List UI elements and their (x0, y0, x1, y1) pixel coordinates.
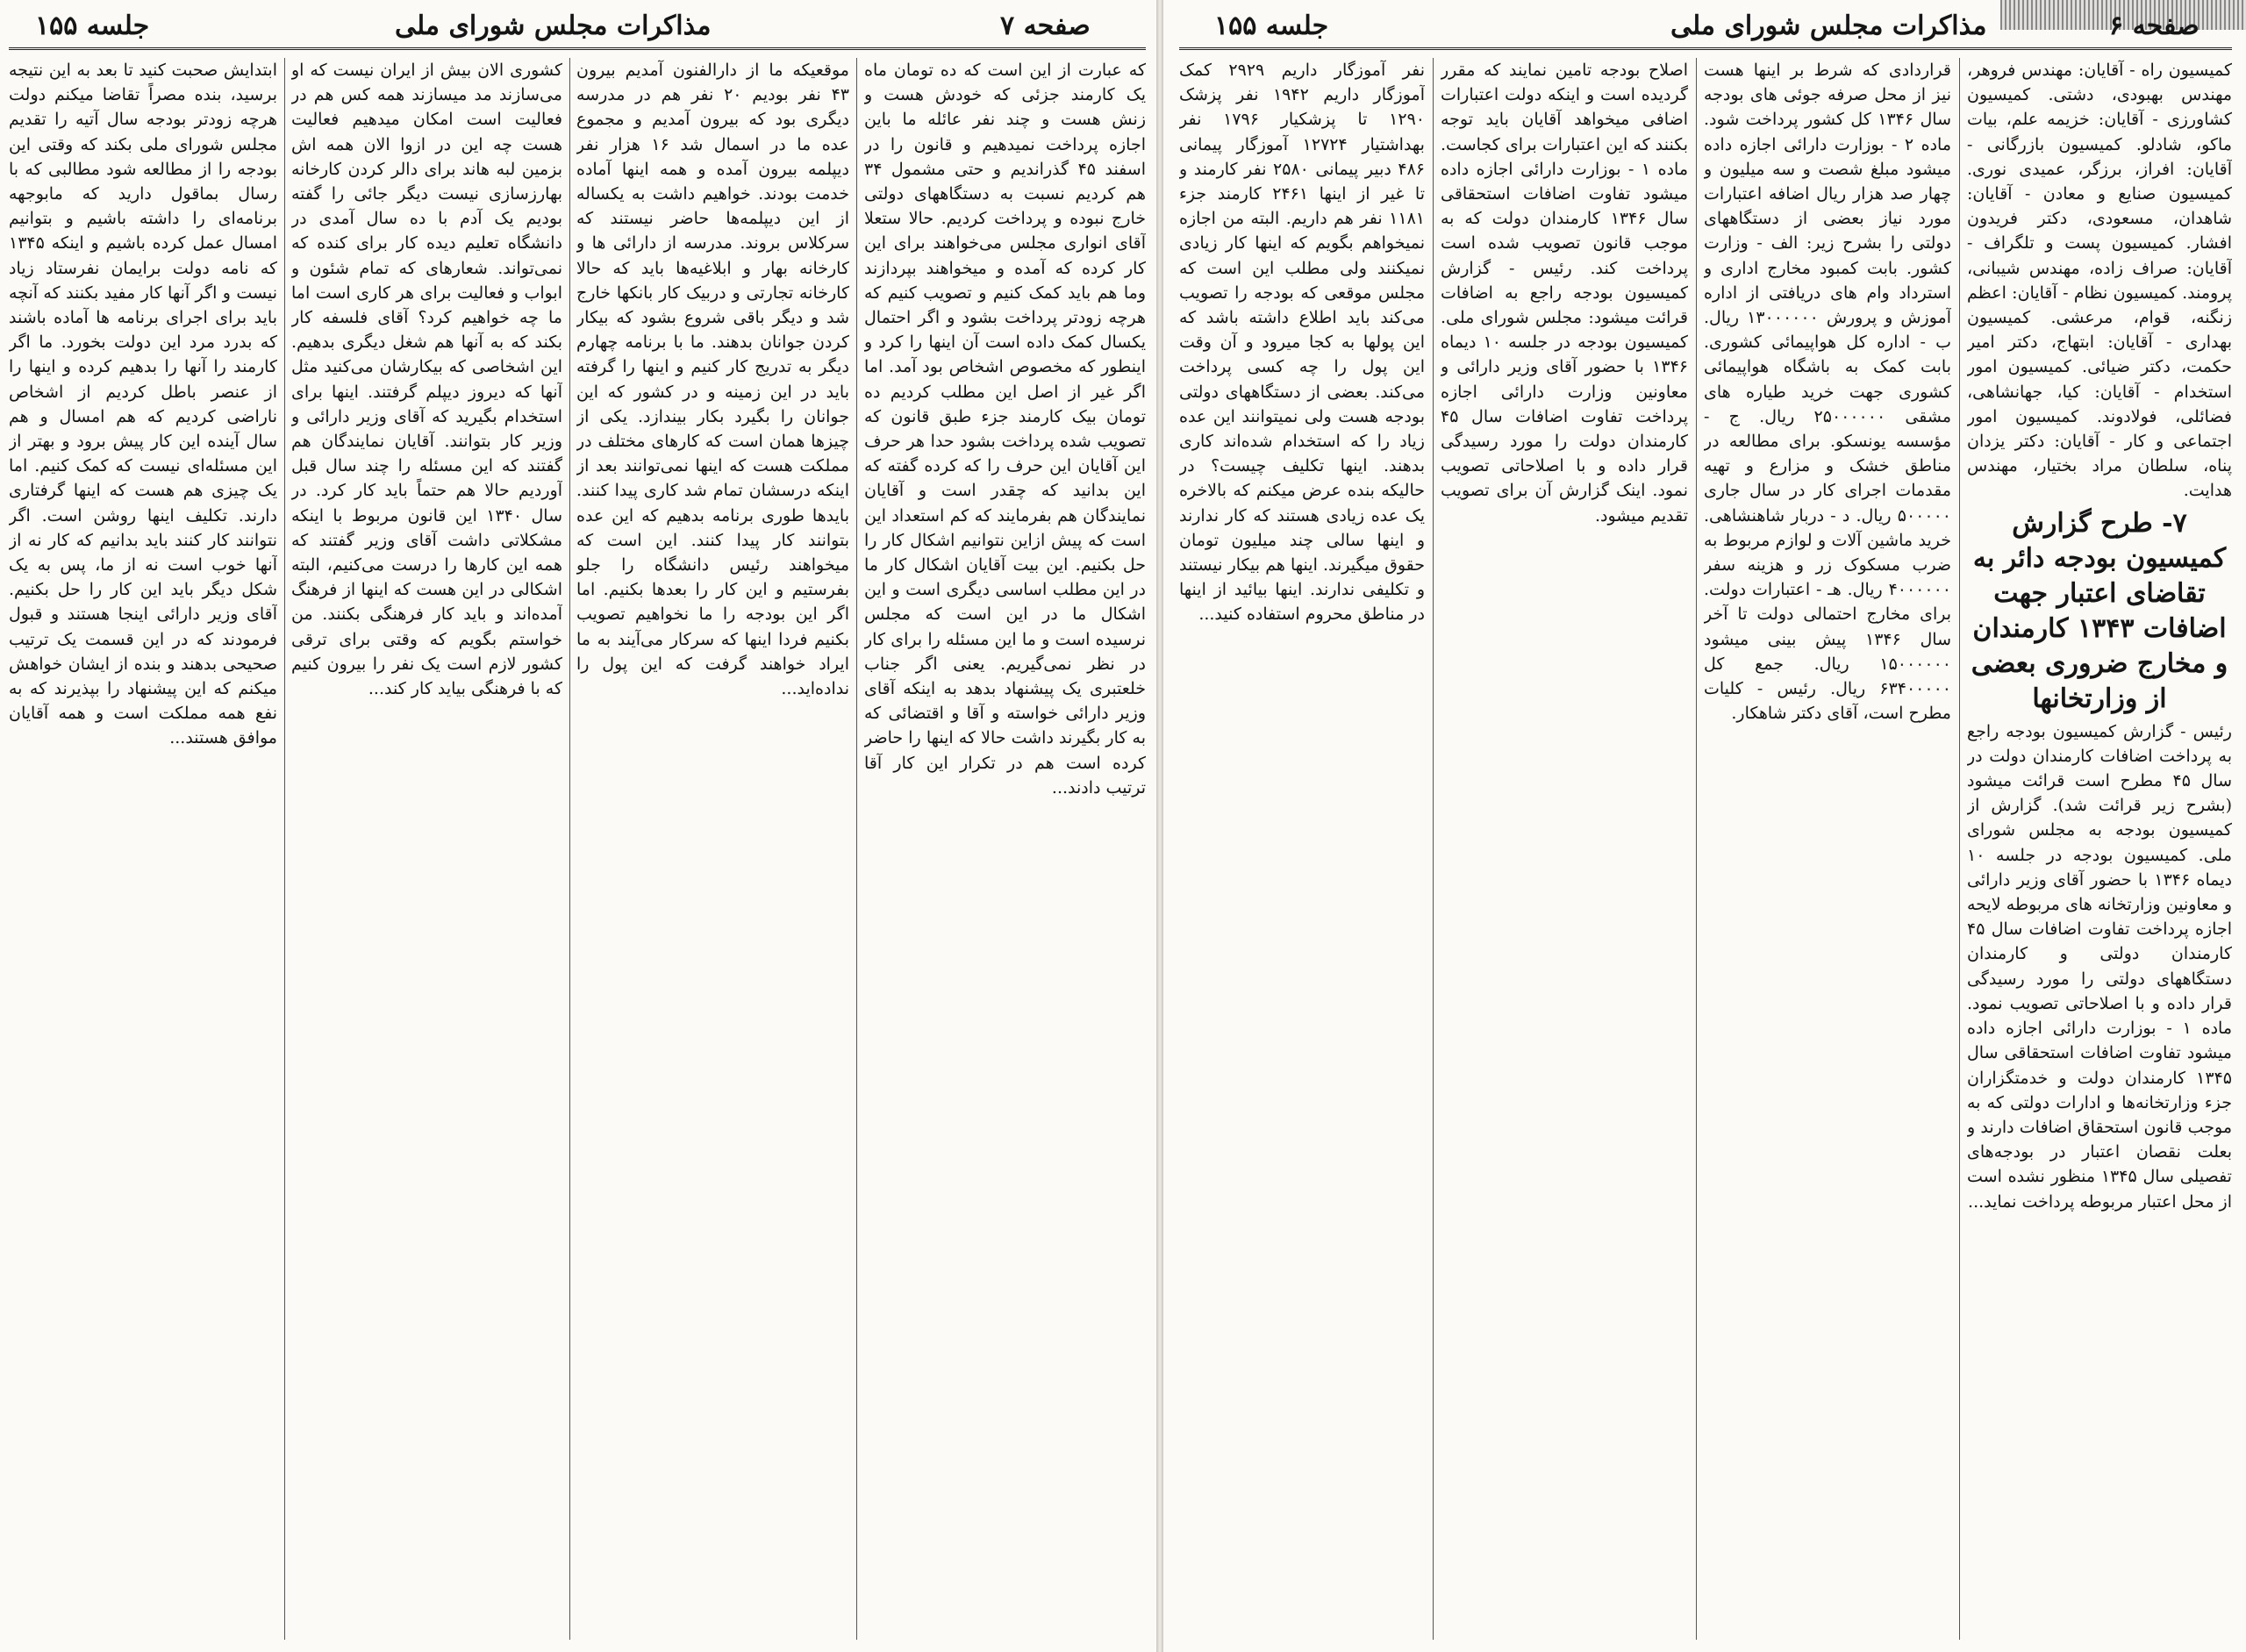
right-column-2 (1704, 58, 1951, 1640)
column-rule (1433, 58, 1434, 1640)
right-column-4 (1179, 58, 1425, 1640)
left-column-3 (291, 58, 562, 1640)
column-text: موقعیکه ما از دارالفنون آمدیم بیرون ۴۳ نفر بودیم ۲۰ نفر هم در مدرسه دیگری بود که بیرون آمدیم و مجموع عده ما در اسمال شد ۱۶ هزار نفر دیپلمه بیرون آمده و همه اینها آماده خدمت بودند. خواهیم داشت به یکساله از این دیپلمه‌ها حاضر نیستند که سرکلاس بروند. مدرسه از دارائی ها و کارخانه بهار و ابلاغیه‌ها باید که حالا کارخانه تجارتی و دربیک کار بانکها خارج شد و دیگر باقی شروع بشود که بیکار کردن جوانان بدهند. ما با برنامه چهارم دیگر به تدریج کار کنیم و اینها را گرفته باید در این زمینه و در کشور که این جوانان را بگیرد بکار بیندازد. یکی از چیزها همان است که کارهای مختلف در مملکت هست که اینها نمی‌توانند بعد از اینکه درسشان تمام شد کاری پیدا کنند. بایدها طوری برنامه بدهیم که این عده بتوانند کار پیدا کنند. این است که میخواهند رئیس دانشگاه را جلو بفرستیم و این کار را بعدها بکنیم. اما اگر این بودجه را ما نخواهیم تصویب بکنیم فردا اینها که سرکار می‌آیند به ما ایراد خواهند گرفت که این پول را نداده‌اید... (576, 61, 849, 699)
left-column-4 (9, 58, 277, 1640)
left-page-columns (9, 58, 1146, 1640)
right-page-columns (1179, 58, 2232, 1640)
committee-list: کمیسیون راه - آقایان: مهندس فروهر، مهندس بهبودی، دشتی. کمیسیون کشاورزی - آقایان: خزیمه علم، بیات ماکو، شادلو. کمیسیون بازرگانی - آقایان: افراز، برزگر، عمیدی نوری. کمیسیون صنایع و معادن - آقایان: شاهدان، مسعودی، دکتر فریدون افشار. کمیسیون پست و تلگراف - آقایان: صراف زاده، مهندس شیبانی، پرومند. کمیسیون نظام - آقایان: اعظم زنگنه، قوام، مرعشی. کمیسیون بهداری - آقایان: ابتهاج، دکتر امیر حکمت، دکتر ضیائی. کمیسیون امور استخدام - آقایان: کیا، جهانشاهی، فضائلی، فولادوند. کمیسیون امور اجتماعی و کار - آقایان: دکتر یزدان پناه، سلطان مراد بختیار، مهندس هدایت. (1967, 61, 2232, 501)
column-text: که عبارت از این است که ده تومان ماه یک کارمند جزئی که خودش هست و زنش هست و چند نفر عائله ما باین اجازه پرداخت نمیدهیم و قانون را در اسفند ۴۵ گذراندیم و حتی مشمول ۳۴ هم کردیم نسبت به دستگاههای دولتی خارج نبوده و پرداخت کردیم. حالا ستعلا آقای انواری مجلس می‌خواهند برای این کار کرده که آمده و میخواهند بپردازند وما هم باید کمک کنیم و تصویب کنیم که هرچه زودتر پرداخت بشود و اگر احتمال یکسال کمک داده است آن اینها را کرد و اینطور که مخصوص اشخاص بود آمد. اما اگر غیر از اصل این مطلب کردیم ده تومان بیک کارمند جزء طبق قانون که تصویب شده پرداخت بشود حدا هر حرف این آقایان این حرف را که کرده گفته که این بدانید که چقدر است و آقایان نمایندگان هم بفرمایند که کم استعداد این است که پیش ازاین نتوانیم اشکال کار را حل بکنیم. این بیت آقایان اشکال کار ما در این مطلب اساسی دیگری است و این اشکال ما در این است که مجلس نرسیده است و ما این مسئله را برای کار در نظر نمی‌گیریم. یعنی اگر جناب خلعتبری یک پیشنهاد بدهد به اینکه آقای وزیر دارائی خواسته و آقا و اقتضائی که به کار بگیرند داشت حالا که اینها را حاضر کرده است هم در تکرار این کار آقا ترتیب دادند... (864, 61, 1146, 797)
column-text: قراردادی که شرط بر اینها هست نیز از محل صرفه جوئی های بودجه سال ۱۳۴۶ کل کشور پرداخت شود. ماده ۲ - بوزارت دارائی اجازه داده میشود مبلغ شصت و سه میلیون و چهار صد هزار ریال اضافه اعتبارات مورد نیاز بعضی از دستگاههای دولتی را بشرح زیر: الف - وزارت کشور. بابت کمبود مخارج اداری و استرداد وام های دریافتی از اداره آموزش و پرورش ۱۳۰۰۰۰۰۰ ریال. ب - اداره کل هواپیمائی کشوری. بابت کمک به باشگاه هواپیمائی کشوری جهت خرید طیاره های مشقی ۲۵۰۰۰۰۰۰ ریال. ج - مؤسسه یونسکو. برای مطالعه در مناطق خشک و مزارع و تهیه مقدمات اجرای کار در سال جاری ۵۰۰۰۰۰ ریال. د - دربار شاهنشاهی. خرید ماشین آلات و لوازم مربوط به ضرب مسکوک زر و هزینه سفر ۴۰۰۰۰۰۰ ریال. هـ - اعتبارات دولت. برای مخارج احتمالی دولت تا آخر سال ۱۳۴۶ پیش بینی میشود ۱۵۰۰۰۰۰۰ ریال. جمع کل ۶۳۴۰۰۰۰۰ ریال. رئیس - کلیات مطرح است، آقای دکتر شاهکار. (1704, 61, 1951, 724)
column-text: رئیس - گزارش کمیسیون بودجه راجع به پرداخت اضافات کارمندان دولت در سال ۴۵ مطرح است قرائت میشود (بشرح زیر قرائت شد). گزارش از کمیسیون بودجه به مجلس شورای ملی. کمیسیون بودجه در جلسه ۱۰ دیماه ۱۳۴۶ با حضور آقای وزیر دارائی و معاونین وزارتخانه های مربوطه لایحه اجازه پرداخت تفاوت اضافات سال ۴۵ کارمندان دولتی و کارمندان دستگاههای دولتی را مورد رسیدگی قرار داده و با اصلاحاتی تصویب نمود. ماده ۱ - بوزارت دارائی اجازه داده میشود تفاوت اضافات استحقاقی سال ۱۳۴۵ کارمندان دولت و خدمتگزاران جزء وزارتخانه‌ها و ادارات دولتی که به موجب قانون استحقاق اضافات دارند و بعلت نقصان اعتبار در بودجه‌های تفصیلی سال ۱۳۴۵ منظور نشده است از محل اعتبار مربوطه پرداخت نماید... (1967, 721, 2232, 1212)
column-rule (569, 58, 570, 1640)
left-column-2 (576, 58, 849, 1640)
left-page-title: مذاکرات مجلس شورای ملی (395, 11, 712, 41)
right-page (1163, 0, 2246, 1652)
column-text: اصلاح بودجه تامین نمایند که مقرر گردیده است و اینکه دولت اعتبارات اضافی میخواهد آقایان باید توجه بکنند که این اعتبارات برای کجاست. ماده ۱ - بوزارت دارائی اجازه داده میشود تفاوت اضافات استحقاقی سال ۱۳۴۶ کارمندان دولت که به موجب قانون تصویب شده است پرداخت کند. رئیس - گزارش کمیسیون بودجه راجع به اضافات قرائت میشود: مجلس شورای ملی. کمیسیون بودجه در جلسه ۱۰ دیماه ۱۳۴۶ با حضور آقای وزیر دارائی و معاونین وزارت دارائی اجازه پرداخت تفاوت اضافات سال ۴۵ کارمندان دولت را مورد رسیدگی قرار داده و با اصلاحاتی تصویب نمود. اینک گزارش آن برای تصویب تقدیم میشود. (1441, 61, 1688, 526)
left-page-header (9, 9, 1146, 50)
section-heading: ۷- طرح گزارش کمیسیون بودجه دائر به تقاضای اعتبار جهت اضافات ۱۳۴۳ کارمندان و مخارج ضروری بعضی از وزارتخانها (1971, 507, 2228, 714)
left-page-number: صفحه ۷ (1000, 11, 1091, 41)
right-page-title: مذاکرات مجلس شورای ملی (1670, 11, 1987, 41)
column-rule (856, 58, 857, 1640)
page-gutter (1156, 0, 1163, 1652)
column-text: کشوری الان بیش از ایران نیست که او می‌سازند مد میسازند همه کس هم در فعالیت است امکان میدهیم فعالیت هست چه این در ازوا الان همه اش بزمین لبه هاند برای دالر کردن کارخانه بهارزسازی نیست دیگر جائی را گفته بودیم یک آدم با ده سال آمدی در دانشگاه تعلیم دیده کار برای کنده که نمی‌تواند. شعارهای که تمام شئون و ابواب و فعالیت برای هر کاری است اما ما چه خواهیم کرد؟ آقای فلسفه کار بکند که به آنها هم شغل دیگری بدهیم. این اشخاصی که بیکارشان می‌کنید مثل آنها که دیروز دیپلم گرفتند. اینها برای استخدام بگیرید که آقای وزیر دارائی و وزیر کار بتوانند. آقایان نمایندگان هم گفتند که این مسئله را چند سال قبل آوردیم حالا هم حتماً باید کار کرد. در سال ۱۳۴۰ این قانون مربوط با اینکه مشکلاتی داشت آقای وزیر گفتند که همه این کارها را درست می‌کنیم، البته اشکالی در این هست که اینها از فرهنگ آمده‌اند و باید کار فرهنگی بکنند. من خواستم بگویم که وقتی برای ترقی کشور لازم است یک نفر را بیرون کنیم که با فرهنگی بیاید کار کند... (291, 61, 562, 699)
right-column-3 (1441, 58, 1688, 1640)
column-text: ابتدایش صحبت کنید تا بعد به این نتیجه برسید، بنده مصراً تقاضا میکنم دولت هرچه زودتر بودجه سال آتیه را تقدیم مجلس شورای ملی بکند که وقتی این بودجه را از مطالعه شود مطالبی که با رسال بماقول دارید که مابوجهه برنامه‌ای را داشته باشیم و بتوانیم امسال عمل کرده باشیم و اینکه ۱۳۴۵ که نامه دولت برایمان نفرستاد زیاد نیست و اگر آنها کار مفید بکنند که آنچه باید برای اجرای برنامه ها آماده باشند که بدرد مرد این دولت بخورد. ما اگر کارمند را آنها را بدهیم کرده و اینها را از عنصر باطل کردیم از اشخاص ناراضی کردیم که هم امسال و هم سال آینده این کار پیش برود و بهتر از این مسئله‌ای نیست که کمک کنیم. اما یک چیزی هم هست که اینها گرفتاری دارند. تکلیف اینها روشن است. اگر نتوانند کار کنند باید بدانیم که کار نه از آنها خوب است نه از ما، پس به یک شکل دیگر باید این کار را حل بکنیم. آقای وزیر دارائی اینجا هستند و قبول فرمودند که در این قسمت یک ترتیب صحیحی بدهند و بنده از ایشان خواهش میکنم که این پیشنهاد را بپذیرند که به نفع همه مملکت است و همه آقایان موافق هستند... (9, 61, 277, 748)
column-rule (1959, 58, 1960, 1640)
right-page-number: صفحه ۶ (2109, 11, 2200, 41)
right-session-number: جلسه ۱۵۵ (1214, 11, 1329, 41)
right-page-header (1179, 9, 2232, 50)
column-rule (284, 58, 285, 1640)
left-column-1 (864, 58, 1146, 1640)
column-rule (1696, 58, 1697, 1640)
left-session-number: جلسه ۱۵۵ (35, 11, 150, 41)
column-text: نفر آموزگار داریم ۲۹۲۹ کمک آموزگار داریم ۱۹۴۲ نفر پزشک ۱۲۹۰ تا پزشکیار ۱۷۹۶ نفر بهداشتیار ۱۲۷۲۴ آموزگار پیمانی ۴۸۶ دبیر پیمانی ۲۵۸۰ نفر کارمند و تا غیر از اینها ۲۴۶۱ کارمند جزء ۱۱۸۱ نفر هم داریم. البته من اجازه نمیخواهم بگویم که اینها کار زیادی نمیکنند ولی مطلب این است که مجلس موقعی که بودجه را تصویب می‌کند باید اطلاع داشته باشد که این پولها به کجا میرود و آن وقت این پول را چه کسی پرداخت می‌کند. بعضی از دستگاههای دولتی بودجه هست ولی نمیتوانند این عده زیاد را که استخدام شده‌اند کاری بدهند. اینها تکلیف چیست؟ در حالیکه بنده عرض میکنم که بالاخره یک عده زیادی هستند که کار ندارند و اینها سالی چند میلیون تومان حقوق میگیرند. اینها هم بیکار نیستند و تکلیفی ندارند. اینها بیائید از اینها در مناطق محروم استفاده کنید... (1179, 61, 1425, 625)
right-column-1 (1967, 58, 2232, 1640)
